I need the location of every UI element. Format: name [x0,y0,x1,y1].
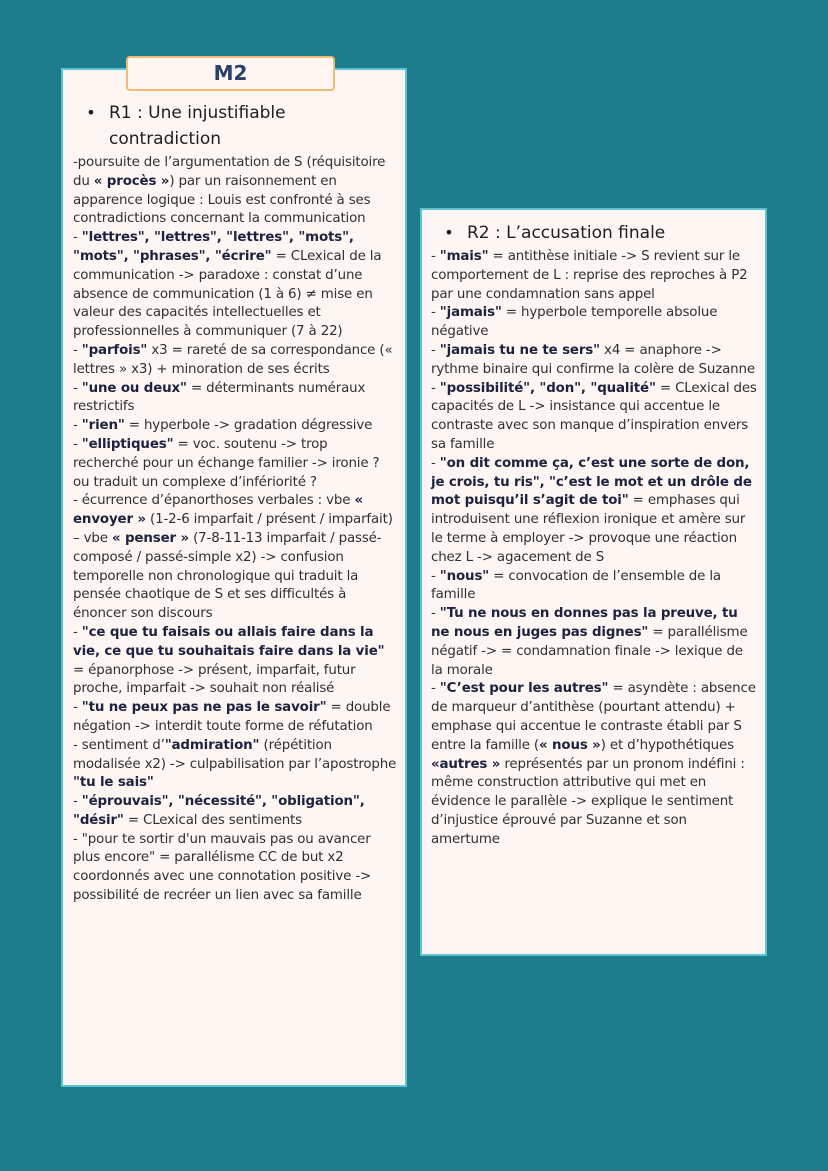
bullet-icon: • [444,223,454,242]
bold-quote: "rien" [81,418,125,434]
note-line [73,737,397,793]
note-line [431,455,757,568]
note-text: = convocation de l’ensemble de la famille [431,568,721,603]
note-line [431,248,757,304]
note-line [73,436,397,492]
note-line [73,492,397,624]
bold-quote: « envoyer » [73,493,363,528]
bullet-icon: • [86,103,96,122]
note-text: - [431,380,440,396]
note-text: x3 = rareté de sa correspondance (« lettres » x3) + minoration de ses écrits [73,342,393,377]
note-line [431,304,757,342]
card-r2-title: R2 : L’accusation finale [467,223,666,243]
bold-quote: "jamais tu ne te sers" [439,342,600,358]
note-line [431,342,757,380]
note-line [431,680,757,849]
bold-quote: "mais" [439,249,489,264]
note-text: ) par un raisonnement en apparence logique : Louis est confronté à ses contradictions concernant la communication [73,173,371,227]
note-line [73,793,397,831]
note-text: = asyndète : absence de marqueur d’antithèse (pourtant attendu) + emphase qui accentue le contraste établi par S entre la famille ( [431,681,756,753]
bold-quote: "on dit comme ça, c’est une sorte de don, je crois, tu ris", "c’est le mot et un drôle de mot puisqu’il s’agit de toi" [431,455,752,509]
bold-quote: "possibilité", "don", "qualité" [439,380,656,396]
note-text: - "pour te sortir d'un mauvais pas ou avancer plus encore" = parallélisme CC de but x2 coordonnés avec une connotation positive -> possibilité de recréer un lien avec sa famille [73,831,372,904]
note-text: = hyperbole -> gradation dégressive [124,418,373,434]
note-line [73,699,397,737]
card-r1-body [73,154,397,906]
card-r1-title: R1 : Une injustifiable contradiction [109,103,286,149]
note-text: - [73,230,82,246]
note-line [73,624,397,699]
note-text: - [431,249,440,264]
note-text: = CLexical des capacités de L -> insistance qui accentue le contraste avec son manque d’inspiration envers sa famille [431,380,757,452]
card-r2 [420,208,767,956]
bold-quote: "éprouvais", "nécessité", "obligation", "désir" [73,794,365,828]
bold-quote: "admiration" [164,737,260,753]
section-tag-label: M2 [213,61,248,85]
note-text: x4 = anaphore -> rythme binaire qui confirme la colère de Suzanne [431,342,755,377]
card-r1-heading [73,100,397,152]
note-text: représentés par un pronom indéfini : même construction attributive qui met en évidence le parallèle -> explique le sentiment d’injustice éprouvé par Suzanne et son amertume [431,756,745,847]
note-text: - [73,342,82,358]
note-text: = antithèse initiale -> S revient sur le comportement de L : reprise des reproches à P2 par une condamnation sans appel [431,249,748,302]
note-text: - [73,380,82,396]
bold-quote: "elliptiques" [81,436,174,452]
bold-quote: "C’est pour les autres" [439,681,609,697]
bold-quote: "lettres", "lettres", "lettres", "mots", "mots", "phrases", "écrire" [73,230,354,264]
card-r2-body [431,248,757,850]
note-text: - [73,624,82,640]
bold-quote: "tu le sais" [73,775,154,791]
note-text: - [431,342,440,358]
note-line [73,229,397,342]
note-text: ) et d’hypothétiques [600,737,734,753]
bold-quote: "nous" [439,568,490,584]
note-text: - [73,418,82,434]
note-line [73,342,397,380]
bold-quote: "ce que tu faisais ou allais faire dans la vie, ce que tu souhaitais faire dans la vie" [73,624,385,659]
bold-quote: "parfois" [81,342,148,358]
note-text: - [431,606,440,622]
note-text: = épanorphose -> présent, imparfait, futur proche, imparfait -> souhait non réalisé [73,662,356,697]
bold-quote: « penser » [111,530,189,546]
bold-quote: "Tu ne nous en donnes pas la preuve, tu ne nous en juges pas dignes" [431,606,738,640]
note-text: = voc. soutenu -> trop recherché pour un échange familier -> ironie ? ou traduit un complexe d’infériorité ? [73,436,380,490]
note-text: = emphases qui introduisent une réflexion ironique et amère sur le terme à employer -> provoque une réaction chez L -> agacement de S [431,493,746,565]
note-text: - [73,436,82,452]
note-text: - [431,568,440,584]
bold-quote: « nous » [539,737,601,753]
note-text: (répétition modalisée x2) -> culpabilisation par l’apostrophe [73,737,397,772]
bold-quote: "une ou deux" [81,380,187,396]
note-line [73,380,397,418]
note-text: (1-2-6 imparfait / présent / imparfait) – vbe [73,512,393,546]
note-text: - [73,700,82,716]
note-line [73,154,397,229]
bold-quote: "tu ne peux pas ne pas le savoir" [81,700,327,716]
bold-quote: "jamais" [439,305,502,321]
note-line [431,380,757,455]
note-line [431,605,757,680]
bold-quote: «autres » [431,756,501,772]
note-text: - sentiment d’ [73,737,165,753]
note-text: -poursuite de l’argumentation de S (réquisitoire du [73,155,386,189]
note-text: = CLexical de la communication -> paradoxe : constat d’une absence de communication (1 à 6) ≠ mise en valeur des capacités intellectuelles et professionnelles à communiquer (7 à 22) [73,248,382,340]
note-text: = déterminants numéraux restrictifs [73,380,366,415]
note-line [431,568,757,606]
note-line [73,417,397,436]
note-line [73,831,397,906]
note-text: - écurrence d’épanorthoses verbales : vbe [73,493,355,509]
note-text: - [73,794,82,810]
note-text: = CLexical des sentiments [123,812,302,828]
card-r2-heading [431,220,757,246]
section-tag [126,56,335,91]
note-text: = double négation -> interdit toute forme de réfutation [73,700,391,734]
note-text: - [431,305,440,321]
note-text: = hyperbole temporelle absolue négative [431,305,718,340]
note-text: - [431,681,440,697]
note-text: - [431,455,440,471]
note-text: (7-8-11-13 imparfait / passé-composé / passé-simple x2) -> confusion temporelle non chronologique qui traduit la pensée chaotique de S et ses difficultés à énoncer son discours [73,530,382,622]
bold-quote: « procès » [93,173,170,189]
card-r1 [61,68,407,1087]
note-text: = parallélisme négatif -> = condamnation finale -> lexique de la morale [431,624,748,678]
